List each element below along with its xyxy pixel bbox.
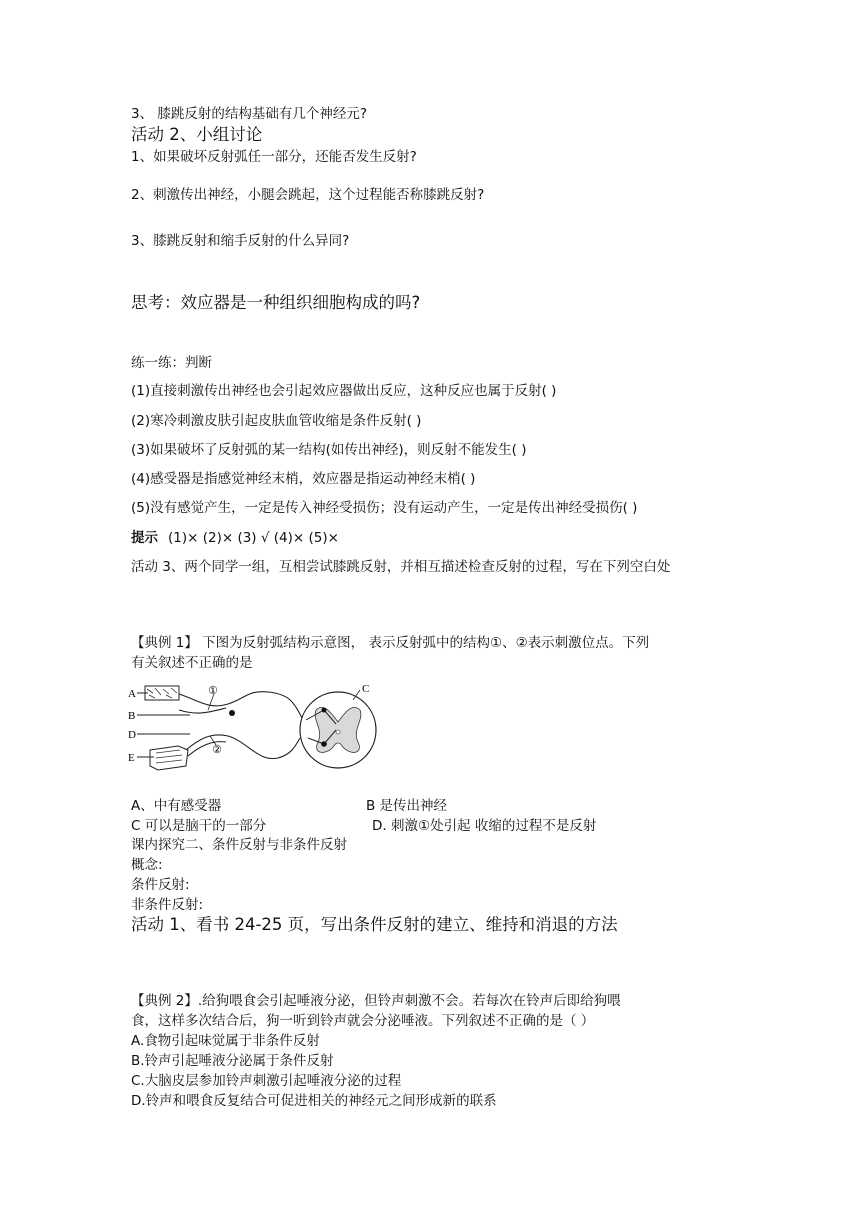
think-question: 思考：效应器是一种组织细胞构成的吗?	[131, 293, 421, 312]
unconditioned-reflex-label: 非条件反射:	[131, 897, 204, 913]
practice-item-3: (3)如果破坏了反射弧的某一结构(如传出神经)，则反射不能发生( )	[131, 442, 527, 458]
option-c: C 可以是脑干的一部分	[131, 818, 267, 834]
spinal-cord	[300, 690, 376, 768]
option-b: B 是传出神经	[366, 798, 448, 814]
practice-item-1: (1)直接刺激传出神经也会引起效应器做出反应，这种反应也属于反射( )	[131, 383, 557, 399]
reflex-arc-diagram	[128, 680, 388, 780]
discussion-1: 1、如果破坏反射弧任一部分，还能否发生反射?	[131, 149, 417, 165]
discussion-2: 2、刺激传出神经，小腿会跳起，这个过程能否称膝跳反射?	[131, 187, 485, 203]
activity-2-heading: 活动 2、小组讨论	[131, 125, 263, 144]
example-2-option-b: B.铃声引起唾液分泌属于条件反射	[131, 1053, 334, 1069]
label-b: B	[128, 710, 136, 722]
label-c: C	[362, 683, 370, 695]
example-1-line-1: 【典例 1】 下图为反射弧结构示意图， 表示反射弧中的结构①、②表示刺激位点。下列	[131, 635, 650, 651]
activity-3: 活动 3、两个同学一组，互相尝试膝跳反射，并相互描述检查反射的过程，写在下列空白处	[131, 559, 671, 575]
question-3: 3、 膝跳反射的结构基础有几个神经元?	[131, 106, 368, 122]
hint-answers: (1)× (2)× (3) √ (4)× (5)×	[168, 530, 339, 546]
example-2-option-d: D.铃声和喂食反复结合可促进相关的神经元之间形成新的联系	[131, 1093, 497, 1109]
practice-item-5: (5)没有感觉产生，一定是传入神经受损伤；没有运动产生，一定是传出神经受损伤( )	[131, 500, 638, 516]
hint-label: 提示	[131, 530, 158, 546]
discussion-3: 3、膝跳反射和缩手反射的什么异同?	[131, 233, 350, 249]
option-a: A、中有感受器	[131, 798, 222, 814]
receptor-skin	[145, 686, 179, 700]
label-a: A	[128, 688, 136, 700]
example-1-line-2: 有关叙述不正确的是	[131, 655, 253, 671]
practice-item-2: (2)寒冷刺激皮肤引起皮肤血管收缩是条件反射( )	[131, 413, 422, 429]
label-d: D	[128, 729, 136, 741]
effector-muscle	[150, 746, 188, 770]
example-2-line-1: 【典例 2】.给狗喂食会引起唾液分泌，但铃声刺激不会。若每次在铃声后即给狗喂	[131, 993, 621, 1009]
point-1: ①	[208, 684, 218, 697]
example-2-line-2: 食，这样多次结合后，狗一听到铃声就会分泌唾液。下列叙述不正确的是（ ）	[131, 1013, 595, 1029]
practice-item-4: (4)感受器是指感觉神经末梢，效应器是指运动神经末梢( )	[131, 471, 476, 487]
example-2-option-a: A.食物引起味觉属于非条件反射	[131, 1033, 320, 1049]
hint-line	[131, 529, 339, 547]
point-2: ②	[212, 743, 222, 756]
practice-title: 练一练：判断	[131, 355, 212, 371]
ganglion	[229, 710, 235, 716]
activity-1-heading: 活动 1、看书 24-25 页，写出条件反射的建立、维持和消退的方法	[131, 915, 618, 934]
option-d: D. 刺激①处引起 收缩的过程不是反射	[372, 818, 597, 834]
concept-label: 概念:	[131, 857, 163, 873]
example-2-option-c: C.大脑皮层参加铃声刺激引起唾液分泌的过程	[131, 1073, 402, 1089]
conditioned-reflex-label: 条件反射:	[131, 877, 190, 893]
explore-2-heading: 课内探究二、条件反射与非条件反射	[131, 837, 347, 853]
label-e: E	[128, 752, 135, 764]
